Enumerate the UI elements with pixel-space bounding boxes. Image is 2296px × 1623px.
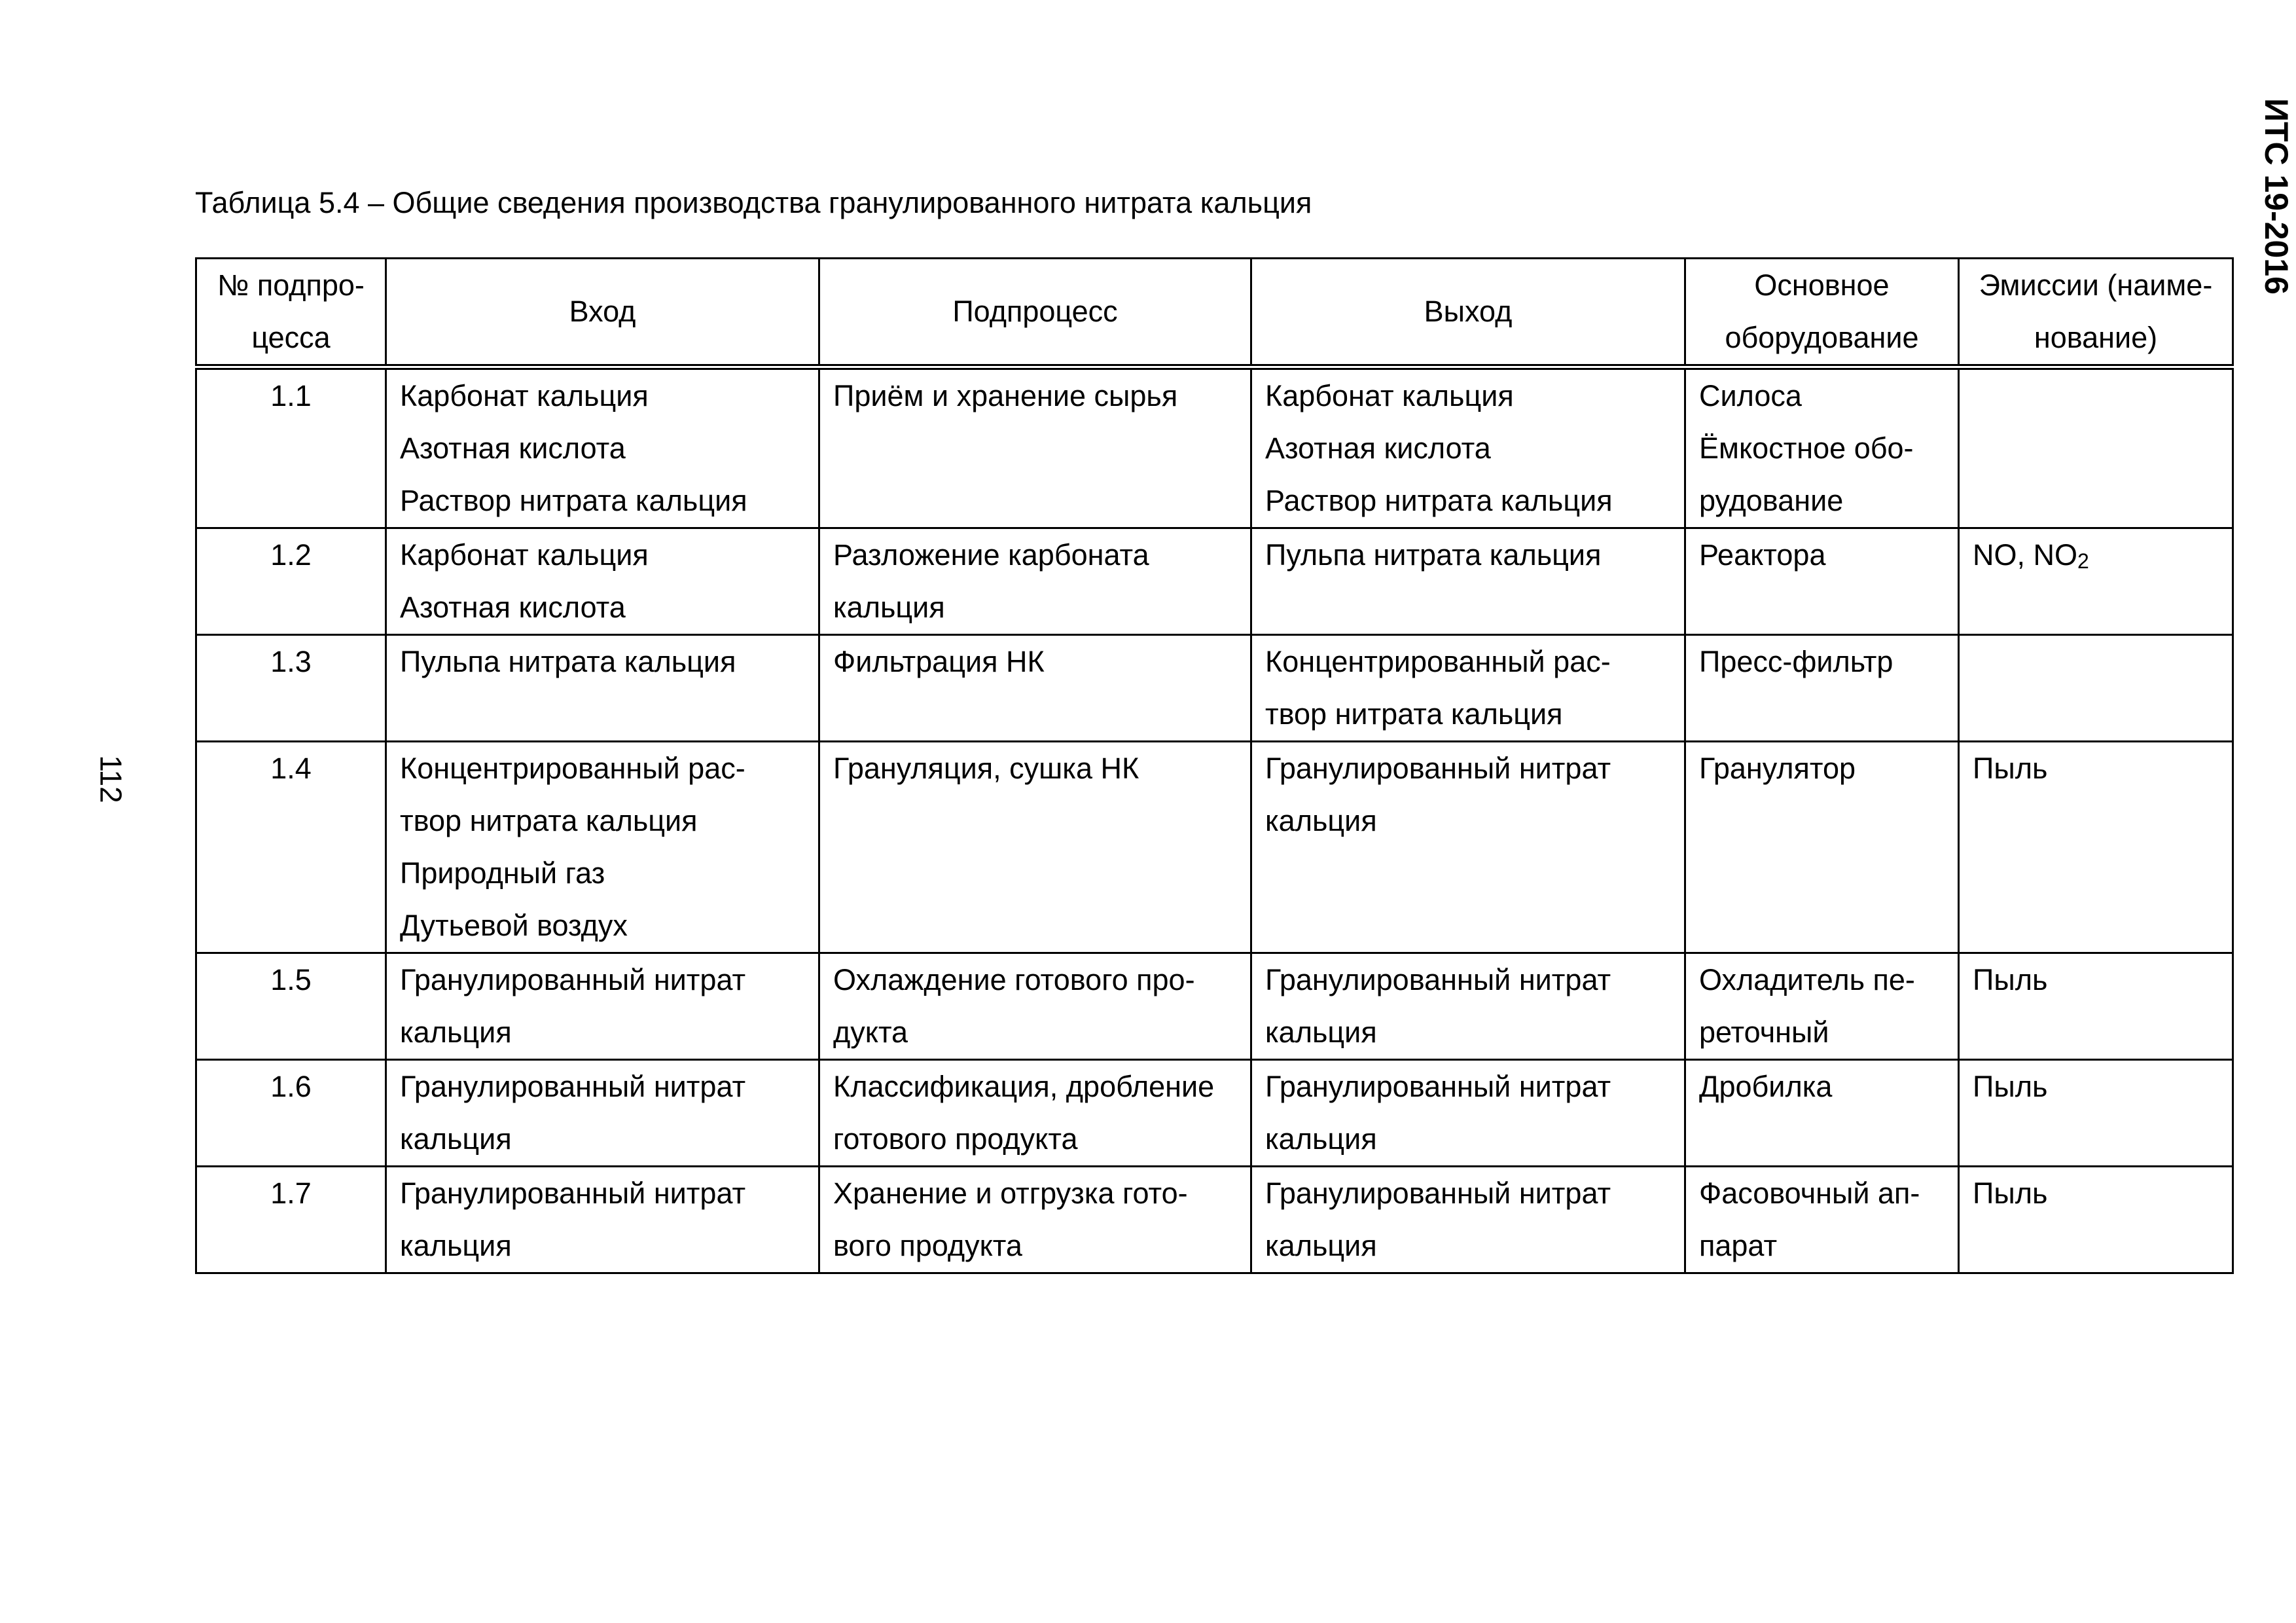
- cell-line: кальция: [400, 1015, 512, 1049]
- cell-line: Реактора: [1699, 538, 1826, 572]
- cell-line: Охладитель пе-: [1699, 963, 1915, 996]
- cell-line: твор нитрата кальция: [400, 804, 698, 837]
- table-header-row: [196, 259, 2233, 367]
- cell-process-number: 1.6: [196, 1060, 386, 1167]
- cell-equipment: [1685, 1060, 1959, 1167]
- cell-line: Гранулированный нитрат: [400, 1070, 746, 1103]
- cell-line: Азотная кислота: [400, 431, 626, 465]
- document-code: [2257, 85, 2296, 308]
- cell-line: Охлаждение готового про-: [833, 963, 1195, 996]
- table-row: [196, 953, 2233, 1060]
- cell-line: Хранение и отгрузка гото-: [833, 1176, 1188, 1210]
- cell-line: Силоса: [1699, 379, 1802, 412]
- cell-line: кальция: [400, 1229, 512, 1262]
- cell-emissions: [1959, 953, 2233, 1060]
- cell-line: Карбонат кальция: [400, 538, 649, 572]
- cell-line: твор нитрата кальция: [1265, 697, 1563, 731]
- cell-input: [386, 1167, 819, 1273]
- cell-line: Азотная кислота: [400, 591, 626, 624]
- cell-line: Азотная кислота: [1265, 431, 1491, 465]
- cell-emissions: [1959, 367, 2233, 528]
- cell-subprocess: [819, 528, 1251, 635]
- cell-input: [386, 367, 819, 528]
- cell-equipment: [1685, 953, 1959, 1060]
- emission-text: NO, NO: [1973, 538, 2078, 572]
- cell-subprocess: [819, 953, 1251, 1060]
- cell-line: Пресс-фильтр: [1699, 645, 1893, 678]
- cell-line: Гранулированный нитрат: [1265, 1176, 1611, 1210]
- cell-line: Пыль: [1973, 963, 2048, 996]
- header-line: № подпро-: [217, 268, 365, 302]
- cell-line: Классификация, дробление: [833, 1070, 1215, 1103]
- cell-output: [1251, 635, 1685, 742]
- cell-line: кальция: [1265, 1122, 1377, 1156]
- cell-line: Пыль: [1973, 1070, 2048, 1103]
- table-row: [196, 742, 2233, 953]
- header-line: цесса: [251, 321, 331, 354]
- cell-input: [386, 742, 819, 953]
- cell-line: Разложение карбоната: [833, 538, 1149, 572]
- cell-process-number: 1.4: [196, 742, 386, 953]
- cell-line: кальция: [400, 1122, 512, 1156]
- cell-line: Фильтрация НК: [833, 645, 1045, 678]
- table-caption: Таблица 5.4 – Общие сведения производства гранулированного нитрата кальция: [195, 186, 1312, 219]
- cell-equipment: [1685, 635, 1959, 742]
- table-row: [196, 1167, 2233, 1273]
- cell-line: [1973, 529, 2219, 581]
- cell-line: Пыль: [1973, 752, 2048, 785]
- table-row: [196, 1060, 2233, 1167]
- cell-input: [386, 953, 819, 1060]
- cell-equipment: [1685, 528, 1959, 635]
- cell-line: кальция: [1265, 1015, 1377, 1049]
- cell-output: [1251, 1060, 1685, 1167]
- cell-line: кальция: [1265, 804, 1377, 837]
- cell-line: Пульпа нитрата кальция: [1265, 538, 1602, 572]
- cell-output: [1251, 528, 1685, 635]
- cell-line: Гранулированный нитрат: [400, 1176, 746, 1210]
- cell-line: кальция: [1265, 1229, 1377, 1262]
- header-subprocess: [819, 259, 1251, 367]
- cell-line: Раствор нитрата кальция: [1265, 484, 1613, 517]
- cell-line: реточный: [1699, 1015, 1829, 1049]
- header-line: Выход: [1424, 295, 1513, 328]
- process-table: [195, 257, 2234, 1274]
- cell-line: рудование: [1699, 484, 1844, 517]
- cell-line: Карбонат кальция: [1265, 379, 1514, 412]
- cell-output: [1251, 953, 1685, 1060]
- cell-line: Грануляция, сушка НК: [833, 752, 1139, 785]
- cell-line: Карбонат кальция: [400, 379, 649, 412]
- cell-subprocess: [819, 635, 1251, 742]
- cell-process-number: 1.1: [196, 367, 386, 528]
- cell-line: Ёмкостное обо-: [1699, 431, 1914, 465]
- cell-input: [386, 635, 819, 742]
- cell-emissions: [1959, 528, 2233, 635]
- header-process-number: [196, 259, 386, 367]
- cell-emissions: [1959, 635, 2233, 742]
- cell-emissions: [1959, 1060, 2233, 1167]
- cell-line: дукта: [833, 1015, 908, 1049]
- cell-line: Гранулированный нитрат: [400, 963, 746, 996]
- cell-line: Дутьевой воздух: [400, 909, 628, 942]
- cell-output: [1251, 742, 1685, 953]
- header-equipment: [1685, 259, 1959, 367]
- cell-process-number: 1.5: [196, 953, 386, 1060]
- cell-line: вого продукта: [833, 1229, 1022, 1262]
- cell-line: Гранулятор: [1699, 752, 1856, 785]
- cell-process-number: 1.3: [196, 635, 386, 742]
- cell-emissions: [1959, 742, 2233, 953]
- cell-equipment: [1685, 367, 1959, 528]
- cell-line: Приём и хранение сырья: [833, 379, 1178, 412]
- table-row: [196, 367, 2233, 528]
- cell-output: [1251, 367, 1685, 528]
- cell-subprocess: [819, 367, 1251, 528]
- header-line: Основное: [1754, 268, 1890, 302]
- document-code-text: ИТС 19-2016: [2258, 98, 2295, 295]
- header-line: нование): [2034, 321, 2158, 354]
- cell-equipment: [1685, 742, 1959, 953]
- cell-line: кальция: [833, 591, 945, 624]
- cell-line: Пыль: [1973, 1176, 2048, 1210]
- cell-input: [386, 528, 819, 635]
- cell-line: парат: [1699, 1229, 1778, 1262]
- cell-line: Фасовочный ап-: [1699, 1176, 1920, 1210]
- header-line: Подпроцесс: [952, 295, 1118, 328]
- cell-process-number: 1.2: [196, 528, 386, 635]
- cell-subprocess: [819, 742, 1251, 953]
- cell-line: Раствор нитрата кальция: [400, 484, 747, 517]
- cell-input: [386, 1060, 819, 1167]
- cell-line: Гранулированный нитрат: [1265, 1070, 1611, 1103]
- table-row: [196, 635, 2233, 742]
- page-number-text: 112: [94, 755, 128, 803]
- cell-subprocess: [819, 1167, 1251, 1273]
- page-number: [92, 746, 131, 812]
- cell-line: готового продукта: [833, 1122, 1078, 1156]
- cell-line: Гранулированный нитрат: [1265, 963, 1611, 996]
- cell-line: Пульпа нитрата кальция: [400, 645, 736, 678]
- header-emissions: [1959, 259, 2233, 367]
- header-line: Эмиссии (наиме-: [1979, 268, 2213, 302]
- emission-subscript: 2: [2077, 549, 2089, 573]
- cell-line: Дробилка: [1699, 1070, 1833, 1103]
- cell-line: Природный газ: [400, 856, 605, 890]
- header-line: оборудование: [1725, 321, 1919, 354]
- header-input: [386, 259, 819, 367]
- cell-output: [1251, 1167, 1685, 1273]
- cell-subprocess: [819, 1060, 1251, 1167]
- cell-emissions: [1959, 1167, 2233, 1273]
- cell-line: Концентрированный рас-: [400, 752, 745, 785]
- cell-line: Гранулированный нитрат: [1265, 752, 1611, 785]
- header-output: [1251, 259, 1685, 367]
- cell-process-number: 1.7: [196, 1167, 386, 1273]
- table-row: [196, 528, 2233, 635]
- cell-equipment: [1685, 1167, 1959, 1273]
- header-line: Вход: [569, 295, 636, 328]
- cell-line: Концентрированный рас-: [1265, 645, 1611, 678]
